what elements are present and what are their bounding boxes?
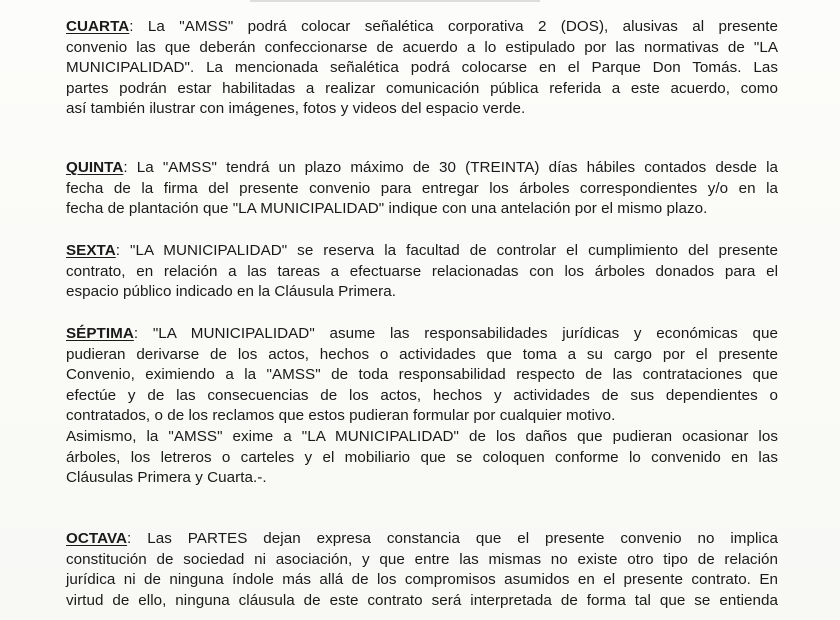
clause-line (66, 324, 778, 345)
clause-line: Cláusulas Primera y Cuarta.-. (66, 469, 267, 487)
clause-heading: QUINTA (66, 159, 124, 176)
clause-line: partes podrán estar habilitadas a realizar comunicación pública referida a este acuerdo, como (66, 79, 778, 97)
clause-line: Convenio, eximiendo a la "AMSS" de toda responsabilidad respecto de las contrataciones que (66, 366, 778, 384)
clause-text: : "LA MUNICIPALIDAD" asume las responsabilidades jurídicas y económicas que (133, 325, 778, 342)
clause-heading: SÉPTIMA (66, 325, 134, 342)
clause-quinta (66, 158, 778, 220)
clause-text: : Las PARTES dejan expresa constancia que el presente convenio no implica (127, 530, 778, 547)
clause-heading: SEXTA (66, 242, 116, 259)
clause-line: árboles, los letreros o carteles y el mobiliario que se coloquen conforme lo convenido en las (66, 448, 778, 466)
clause-line: fecha de la firma del presente convenio para entregar los árboles correspondientes y/o en la (66, 179, 778, 197)
clause-line (66, 17, 778, 38)
clause-line: MUNICIPALIDAD". La mencionada señalética podrá colocarse en el Parque Don Tomás. Las (66, 59, 778, 77)
clause-line: fecha de plantación que "LA MUNICIPALIDAD" indique con una antelación por el mismo plazo. (66, 200, 708, 218)
clause-sexta (66, 241, 778, 303)
top-edge-line (250, 0, 540, 2)
clause-cuarta (66, 17, 778, 120)
clause-line: virtud de ello, ninguna cláusula de este contrato será interpretada de forma tal que se entienda (66, 591, 778, 609)
clause-octava (66, 529, 778, 611)
clause-heading: CUARTA (66, 18, 130, 35)
clause-line: así también ilustrar con imágenes, fotos y videos del espacio verde. (66, 100, 526, 118)
clause-septima (66, 324, 778, 489)
clause-line: efectúe y de las consecuencias de los actos, hechos y actividades de sus dependientes o (66, 386, 778, 404)
clause-line: contratados, o de los reclamos que estos pudieran formular por cualquier motivo. (66, 407, 616, 425)
clause-text: : La "AMSS" tendrá un plazo máximo de 30 (TREINTA) días hábiles contados desde la (123, 159, 778, 176)
clause-line: constitución de sociedad ni asociación, y que entre las mismas no existe otro tipo de relación (66, 550, 778, 568)
clause-line: espacio público indicado en la Cláusula Primera. (66, 283, 396, 301)
clause-line: convenio las que deberán confeccionarse de acuerdo a lo estipulado por las normativas de "LA (66, 38, 778, 56)
clause-line: pudieran derivarse de los actos, hechos o actividades que toma a su cargo por el presente (66, 345, 778, 363)
clause-line: Asimismo, la "AMSS" exime a "LA MUNICIPALIDAD" de los daños que pudieran ocasionar los (66, 427, 778, 445)
clause-line: jurídica ni de ninguna índole más allá de los compromisos asumidos en el presente contrato. En (66, 571, 778, 589)
clause-text: : "LA MUNICIPALIDAD" se reserva la facultad de controlar el cumplimiento del presente (115, 242, 778, 259)
clause-line (66, 158, 778, 179)
clause-line (66, 241, 778, 262)
clause-line: contrato, en relación a las tareas a efectuarse relacionadas con los árboles donados para el (66, 262, 778, 280)
clause-heading: OCTAVA (66, 530, 128, 547)
clause-line (66, 529, 778, 550)
clause-text: : La "AMSS" podrá colocar señalética corporativa 2 (DOS), alusivas al presente (129, 18, 778, 35)
